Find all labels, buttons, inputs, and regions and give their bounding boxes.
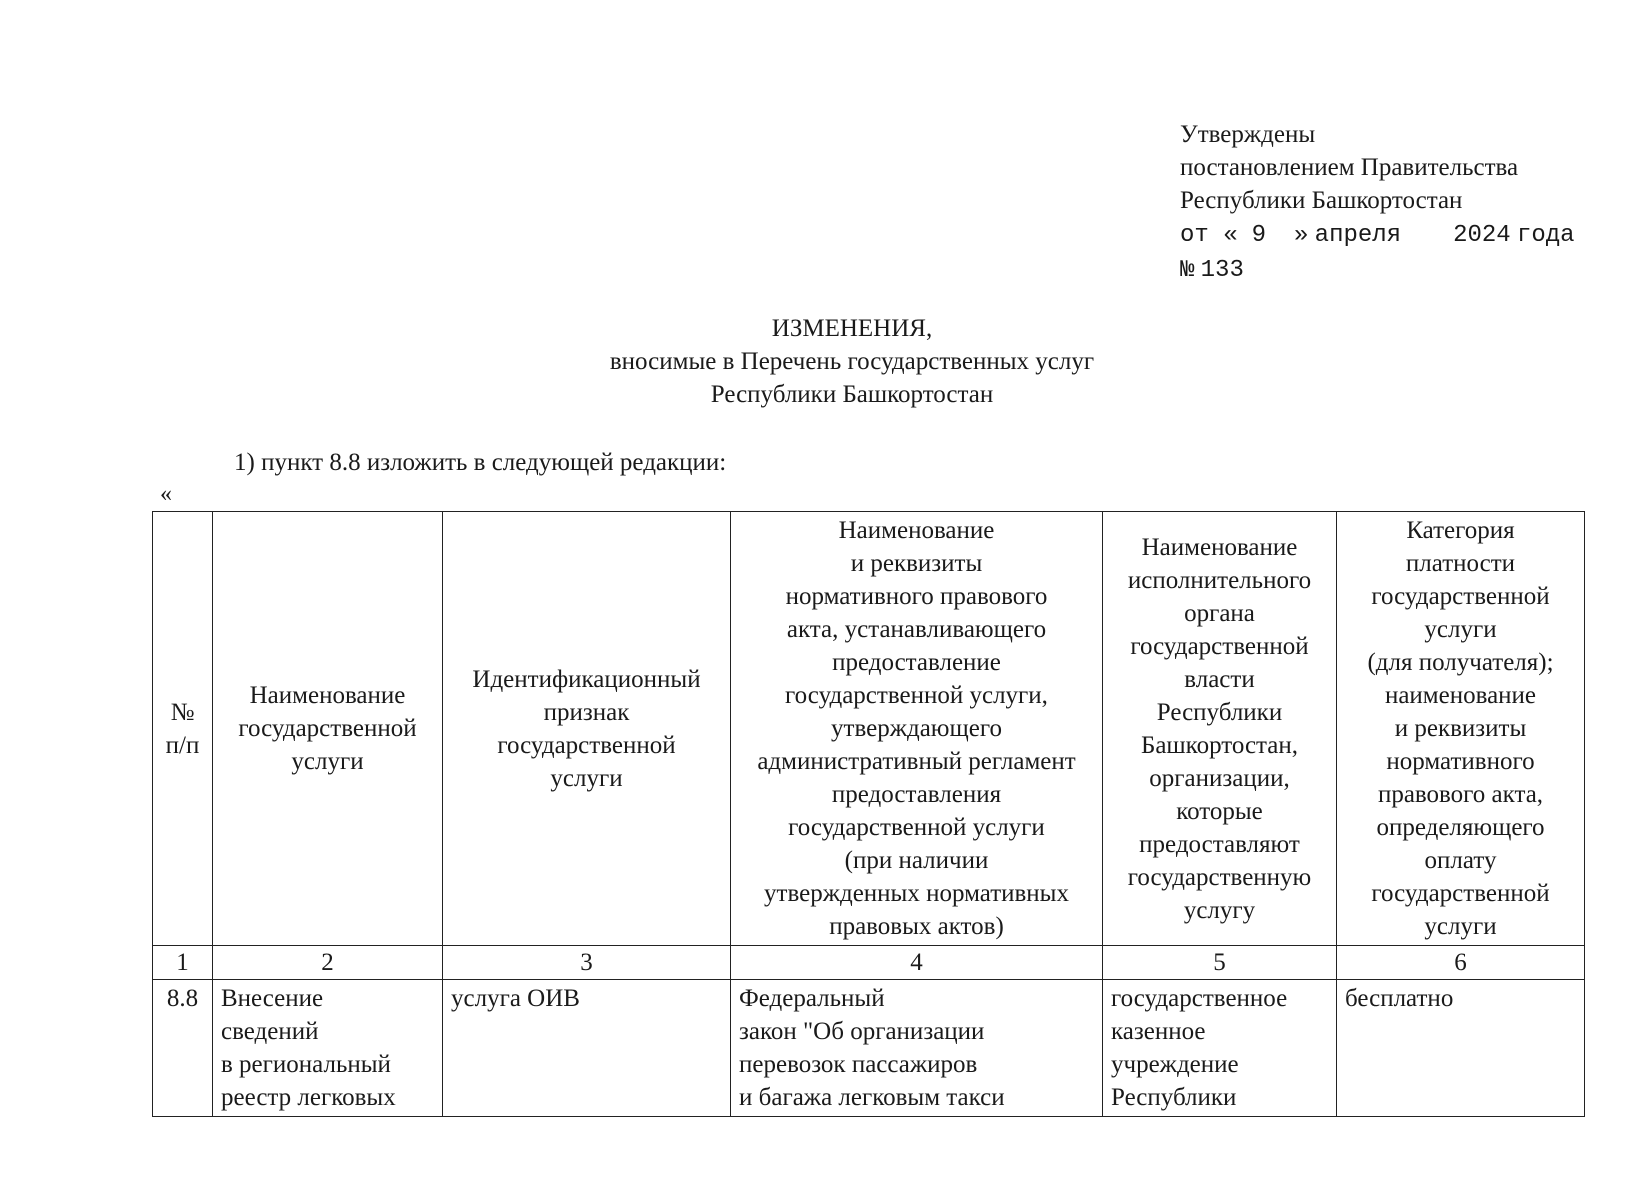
column-number-row [153, 946, 1585, 980]
cell-line: и реквизиты [850, 550, 983, 577]
approval-line: Утверждены [1180, 121, 1316, 148]
row-identifier [443, 980, 731, 1117]
date-day: 9 [1251, 222, 1267, 249]
cell-line: закон "Об организации [739, 1018, 985, 1045]
document-title [0, 312, 1634, 411]
cell-line: и багажа легковым такси [739, 1084, 1005, 1111]
title-line: ИЗМЕНЕНИЯ, [771, 315, 933, 342]
header-authority [1103, 512, 1337, 946]
cell-line: административный регламент [757, 748, 1076, 775]
header-identifier [443, 512, 731, 946]
column-number: 5 [1103, 946, 1337, 980]
cell-line: государственной услуги, [785, 682, 1048, 709]
cell-line: казенное [1111, 1018, 1206, 1045]
cell-line: перевозок пассажиров [739, 1051, 978, 1078]
cell-line: государственной [238, 715, 417, 742]
title-line: вносимые в Перечень государственных услуг [609, 348, 1095, 375]
cell-line: государственную [1127, 863, 1312, 891]
cell-line: (для получателя); [1367, 649, 1554, 676]
cell-line: организации, [1149, 764, 1290, 792]
cell-line: правового акта, [1377, 781, 1544, 808]
open-quote: « [160, 481, 172, 507]
row-authority [1103, 980, 1337, 1117]
cell-line: государственной [1371, 880, 1550, 907]
cell-line: Наименование [249, 682, 406, 709]
header-number [153, 512, 213, 946]
cell-line: органа [1184, 599, 1255, 627]
cell-line: утвержденных нормативных [764, 880, 1069, 907]
cell-line: реестр легковых [221, 1084, 396, 1111]
cell-line: предоставление [832, 649, 1001, 676]
cell-line: в региональный [221, 1051, 391, 1078]
header-legal-act [731, 512, 1103, 946]
title-line: Республики Башкортостан [710, 381, 994, 408]
cell-line: утверждающего [831, 715, 1002, 742]
column-number: 3 [443, 946, 731, 980]
cell-line: платности [1405, 550, 1516, 577]
cell-line: Идентификационный [472, 665, 701, 693]
column-number: 6 [1337, 946, 1585, 980]
table-row [153, 980, 1585, 1117]
approval-date [1180, 217, 1575, 252]
cell-line: и реквизиты [1394, 715, 1527, 742]
cell-line: бесплатно [1345, 985, 1454, 1012]
cell-line: государственной [1371, 583, 1550, 610]
cell-line: Наименование [838, 517, 995, 544]
row-legal-act [731, 980, 1103, 1117]
row-service-name [213, 980, 443, 1117]
cell-line: предоставления [831, 781, 1002, 808]
cell-line: признак [543, 698, 630, 726]
approval-stamp [1180, 118, 1575, 287]
approval-line: постановлением Правительства [1180, 154, 1519, 181]
cell-line: Республики [1156, 698, 1283, 726]
column-number: 4 [731, 946, 1103, 980]
cell-line: нормативного [1386, 748, 1535, 775]
column-number: 2 [213, 946, 443, 980]
cell-line: Внесение [221, 985, 324, 1012]
cell-line: государственное [1111, 985, 1288, 1012]
cell-line: оплату [1424, 847, 1497, 874]
cell-line: государственной услуги [788, 814, 1045, 841]
cell-line: сведений [221, 1018, 319, 1045]
cell-line: государственной [497, 731, 676, 759]
cell-line: исполнительного [1127, 566, 1312, 594]
services-table [152, 511, 1585, 1117]
number-value: 133 [1200, 257, 1244, 284]
cell-line: услуги [550, 764, 623, 792]
cell-line: предоставляют [1139, 830, 1300, 858]
cell-line: которые [1176, 797, 1263, 825]
header-payment [1337, 512, 1585, 946]
cell-line: власти [1184, 665, 1255, 693]
column-number: 1 [153, 946, 213, 980]
date-year: 2024 [1453, 222, 1511, 249]
header-service-name [213, 512, 443, 946]
date-month: апреля [1314, 222, 1402, 249]
date-close: » [1294, 222, 1309, 249]
cell-line: Наименование [1141, 533, 1298, 561]
number-prefix: № [1180, 257, 1195, 284]
cell-line: № [170, 698, 195, 726]
cell-line: акта, устанавливающего [786, 616, 1047, 643]
cell-line: (при наличии [844, 847, 989, 874]
instruction-text: 1) пункт 8.8 изложить в следующей редакции: [234, 449, 727, 476]
cell-line: Республики [1111, 1084, 1237, 1111]
date-suffix: года [1516, 222, 1575, 249]
row-number: 8.8 [153, 980, 213, 1117]
cell-line: услугу [1183, 896, 1256, 924]
cell-line: услуги [1424, 913, 1497, 940]
cell-line: услуги [1424, 616, 1497, 643]
cell-line: наименование [1384, 682, 1537, 709]
cell-line: услуги [291, 748, 364, 775]
date-prefix: от « [1180, 222, 1238, 249]
cell-line: Категория [1406, 517, 1515, 544]
approval-number [1180, 252, 1575, 287]
cell-line: п/п [165, 731, 200, 759]
cell-line: определяющего [1376, 814, 1545, 841]
table-header-row [153, 512, 1585, 946]
cell-line: государственной [1130, 632, 1309, 660]
row-payment [1337, 980, 1585, 1117]
cell-line: Федеральный [739, 985, 885, 1012]
cell-line: учреждение [1111, 1051, 1239, 1078]
cell-line: правовых актов) [829, 913, 1004, 940]
cell-line: Башкортостан, [1140, 731, 1299, 759]
cell-line: услуга ОИВ [451, 985, 580, 1012]
approval-line: Республики Башкортостан [1180, 187, 1463, 214]
cell-line: нормативного правового [785, 583, 1048, 610]
